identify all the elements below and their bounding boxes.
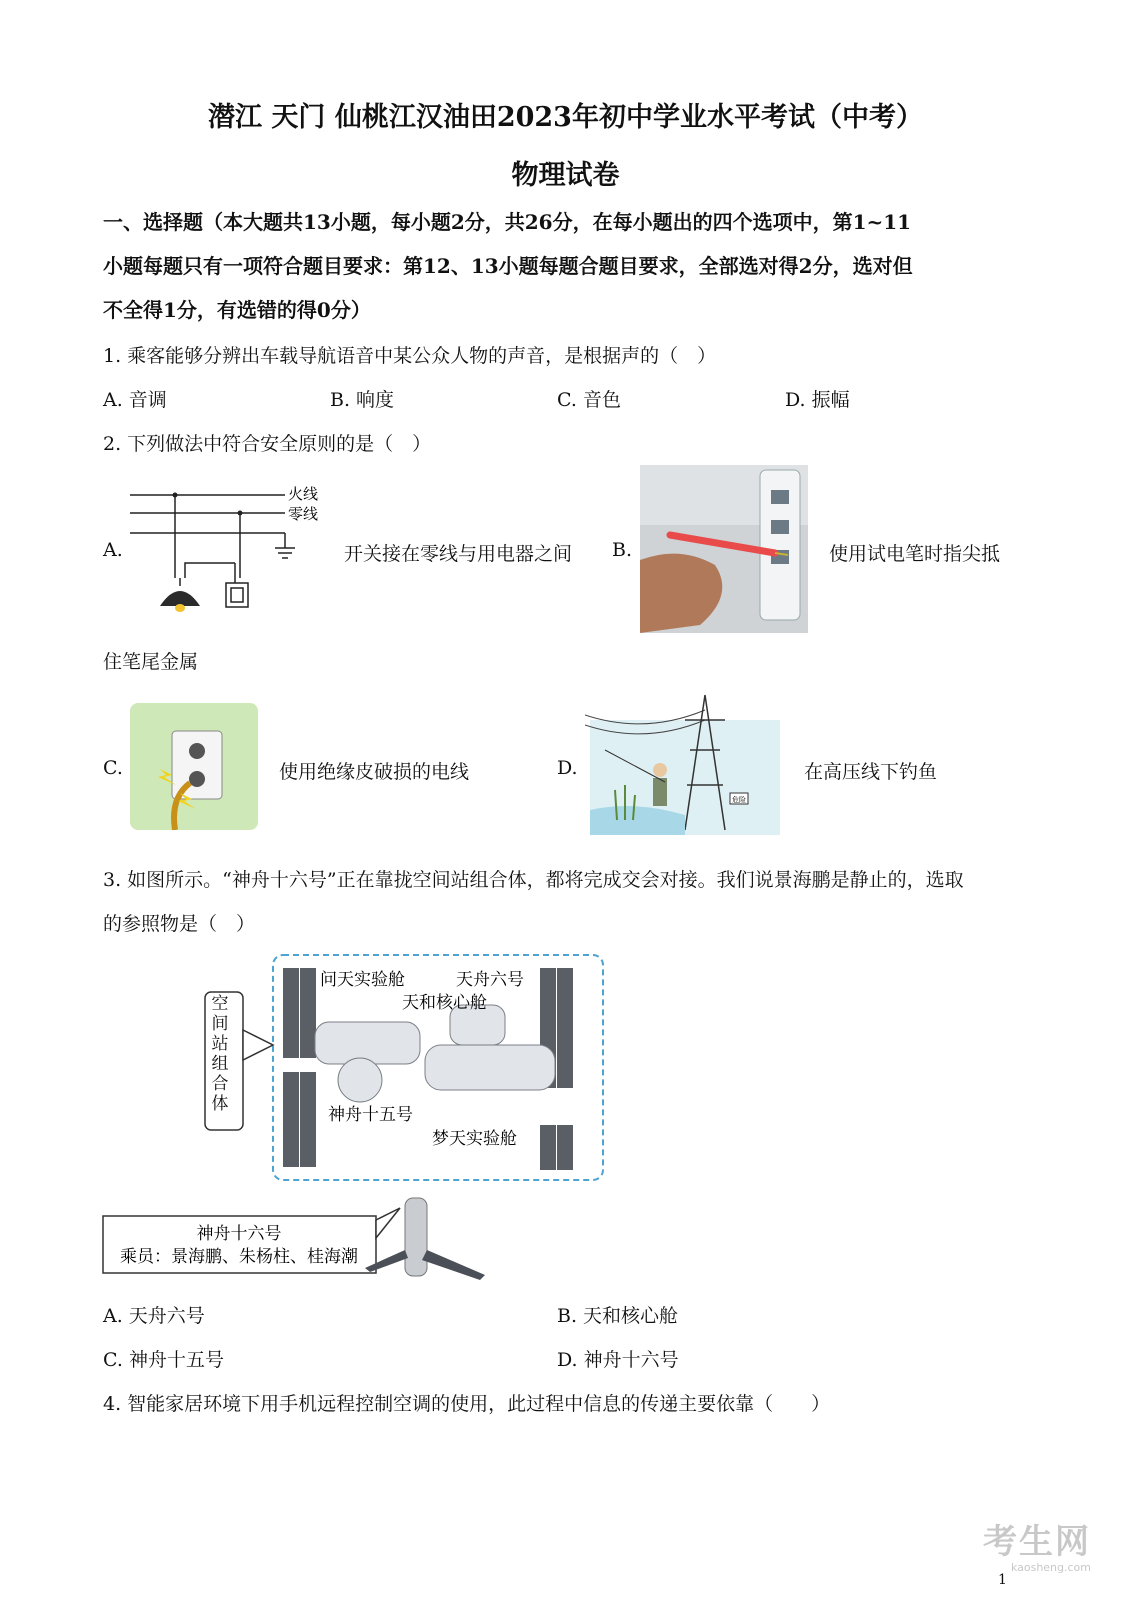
label-mengtian: 梦天实验舱 xyxy=(432,1129,517,1149)
q1-option-a: A. 音调 xyxy=(103,389,167,411)
shenzhou16-spacecraft xyxy=(365,1198,485,1280)
q3-option-d: D. 神舟十六号 xyxy=(557,1349,679,1371)
section-line-3: 不全得1分，有选错的得0分） xyxy=(103,298,371,322)
label-tianzhou: 天舟六号 xyxy=(456,970,524,990)
page-subtitle: 物理试卷 xyxy=(511,160,620,191)
damaged-wire-illustration xyxy=(130,703,258,830)
q2-option-d-label: D. xyxy=(557,757,578,779)
q3-option-a: A. 天舟六号 xyxy=(103,1305,205,1327)
q4-stem: 4. 智能家居环境下用手机远程控制空调的使用，此过程中信息的传递主要依靠（ ） xyxy=(103,1393,831,1415)
lamp-shade xyxy=(160,591,200,606)
section-line-1: 一、选择题（本大题共13小题，每小题2分，共26分，在每小题出的四个选项中，第1~11 xyxy=(103,210,912,234)
q2-option-b-text-cont: 住笔尾金属 xyxy=(103,651,199,673)
junction-dot xyxy=(238,511,243,516)
space-station-figure xyxy=(100,950,610,1290)
q2-option-c-label: C. xyxy=(103,757,123,779)
q3-option-c: C. 神舟十五号 xyxy=(103,1349,224,1371)
label-shenzhou15: 神舟十五号 xyxy=(328,1105,413,1125)
callout-line-2: 乘员：景海鹏、朱杨柱、桂海潮 xyxy=(120,1247,358,1267)
callout-line-1: 神舟十六号 xyxy=(196,1224,282,1244)
section-line-2: 小题每题只有一项符合题目要求：第12、13小题每题合题目要求，全部选对得2分，选对但 xyxy=(103,254,913,278)
q2-option-a-label: A. xyxy=(103,539,123,561)
fishing-under-powerline xyxy=(585,690,785,840)
watermark-cn: 考生网 xyxy=(983,1522,1091,1562)
label-wentian: 问天实验舱 xyxy=(320,970,405,990)
junction-dot xyxy=(173,493,178,498)
q2-option-b-label: B. xyxy=(612,539,633,561)
q3-option-b: B. 天和核心舱 xyxy=(557,1305,679,1327)
watermark xyxy=(983,1514,1091,1574)
wall-socket xyxy=(172,731,222,799)
q2-option-b-text: 使用试电笔时指尖抵 xyxy=(829,543,1001,565)
q2-stem: 2. 下列做法中符合安全原则的是（ ） xyxy=(103,433,432,455)
q1-stem: 1. 乘客能够分辨出车载导航语音中某公众人物的声音，是根据声的（ ） xyxy=(103,345,717,367)
q2-option-a-text: 开关接在零线与用电器之间 xyxy=(344,543,573,565)
lamp-bulb xyxy=(175,604,185,612)
q1-option-b: B. 响度 xyxy=(330,389,395,411)
live-wire-label: 火线 xyxy=(288,485,319,503)
person-head xyxy=(653,763,667,777)
person-body xyxy=(653,778,667,806)
label-tianhe: 天和核心舱 xyxy=(402,993,487,1013)
label-station-combination: 空间站组合体 xyxy=(211,994,229,1114)
page-title: 潜江 天门 仙桃江汉油田2023年初中学业水平考试（中考） xyxy=(208,102,923,133)
danger-sign: 危险 xyxy=(732,796,746,804)
section-heading xyxy=(103,200,1033,332)
station-modules xyxy=(315,1005,555,1102)
watermark-en: kaosheng.com xyxy=(1010,1561,1091,1574)
q2-option-c-text: 使用绝缘皮破损的电线 xyxy=(279,761,470,783)
q1-option-c: C. 音色 xyxy=(557,389,621,411)
q3-stem-line-1: 3. 如图所示。“神舟十六号”正在靠拢空间站组合体，都将完成交会对接。我们说景海鹏是静止的，选取 xyxy=(103,869,964,891)
q2-option-d-text: 在高压线下钓鱼 xyxy=(804,761,938,783)
q1-option-d: D. 振幅 xyxy=(785,389,850,411)
page-number: 1 xyxy=(998,1572,1007,1588)
neutral-wire-label: 零线 xyxy=(288,505,319,523)
test-pen-photo xyxy=(640,465,808,633)
circuit-diagram xyxy=(125,478,335,618)
q3-stem-line-2: 的参照物是（ ） xyxy=(103,913,256,935)
